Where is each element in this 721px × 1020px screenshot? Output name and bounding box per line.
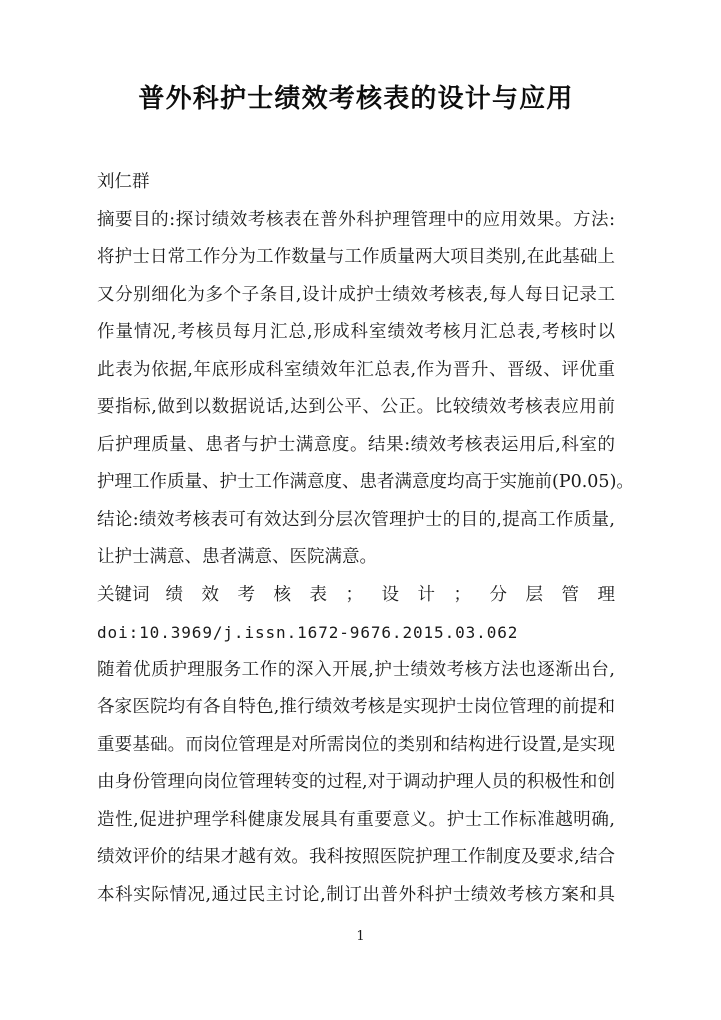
keyword-separator: ； [453,584,471,605]
abstract-line: 此表为依据,年底形成科室绩效年汇总表,作为晋升、晋级、评优重 [97,359,615,380]
body-line: 造性,促进护理学科健康发展具有重要意义。护士工作标准越明确, [97,809,615,830]
body-line: 随着优质护理服务工作的深入开展,护士绩效考核方法也逐渐出台, [97,659,615,680]
abstract-line: 要指标,做到以数据说话,达到公平、公正。比较绩效考核表应用前 [97,397,615,417]
abstract-line: 让护士满意、患者满意、医院满意。 [97,547,377,567]
abstract-line: 护理工作质量、护士工作满意度、患者满意度均高于实施前(P0.05)。 [97,472,634,492]
keywords-terms [150,577,616,615]
keyword-char: 计 [417,584,435,605]
doi-line: doi:10.3969/j.issn.1672-9676.2015.03.062 [97,623,519,642]
abstract-line: 结论:绩效考核表可有效达到分层次管理护士的目的,提高工作质量, [97,509,615,530]
keywords-line [97,577,615,615]
keyword-char: 层 [525,584,543,605]
page-title: 普外科护士绩效考核表的设计与应用 [138,84,574,114]
body-line: 重要基础。而岗位管理是对所需岗位的类别和结构进行设置,是实现 [97,734,615,755]
abstract-line: 又分别细化为多个子条目,设计成护士绩效考核表,每人每日记录工 [97,284,615,305]
abstract-line: 作量情况,考核员每月汇总,形成科室绩效考核月汇总表,考核时以 [97,322,615,342]
keyword-char: 效 [201,584,219,605]
keyword-char: 管 [561,584,579,605]
keywords-label: 关键词 [97,584,150,605]
body-line: 绩效评价的结果才越有效。我科按照医院护理工作制度及要求,结合 [97,847,615,867]
author-name: 刘仁群 [97,172,150,192]
body-line: 由身份管理向岗位管理转变的过程,对于调动护理人员的积极性和创 [97,772,615,792]
keyword-char: 表 [309,584,327,605]
keyword-char: 设 [381,584,399,605]
page-number: 1 [356,929,365,944]
keyword-char: 考 [237,584,255,605]
introduction-block [97,652,615,915]
body-line: 本科实际情况,通过民主讨论,制订出普外科护士绩效考核方案和具 [97,884,615,905]
keyword-char: 核 [273,584,291,605]
abstract-block [97,202,634,577]
abstract-line: 后护理质量、患者与护士满意度。结果:绩效考核表运用后,科室的 [97,434,615,455]
abstract-line: 将护士日常工作分为工作数量与工作质量两大项目类别,在此基础上 [97,247,615,267]
abstract-line: 摘要目的:探讨绩效考核表在普外科护理管理中的应用效果。方法: [97,209,615,230]
page-content [97,0,634,914]
keyword-separator: ； [345,584,363,605]
body-line: 各家医院均有各自特色,推行绩效考核是实现护士岗位管理的前提和 [97,697,615,717]
keyword-char: 绩 [165,584,183,605]
keyword-char: 分 [489,584,507,605]
keyword-char: 理 [597,584,615,605]
